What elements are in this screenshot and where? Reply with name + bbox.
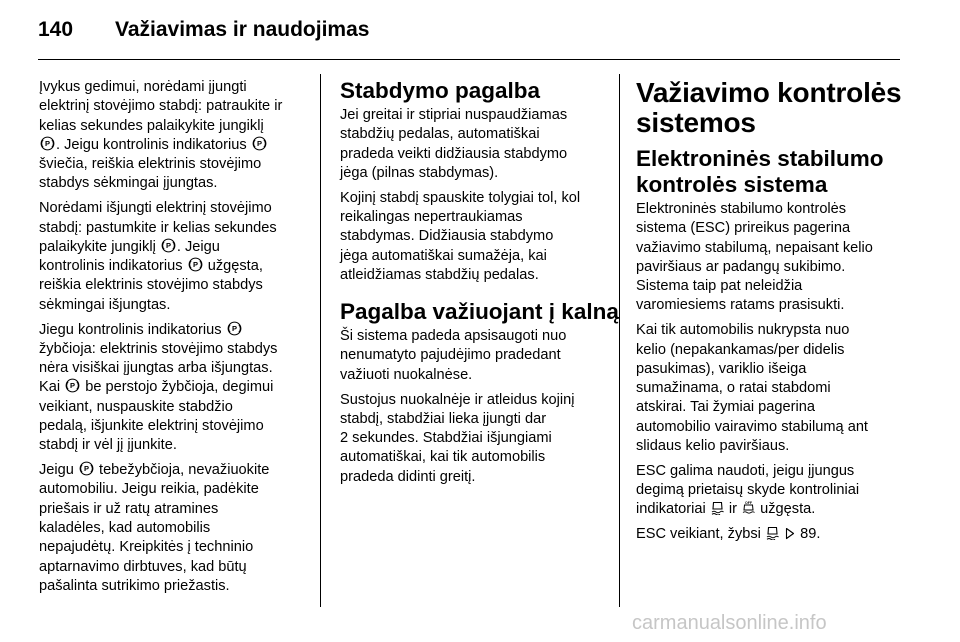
svg-text:P: P: [256, 139, 262, 149]
page-reference-icon: [785, 527, 795, 540]
paragraph: Jei greitai ir stipriai nuspaudžiamas stabdžių pedalas, automatiškai pradeda veikti didžiausia stabdymo jėga (pilnas stabdymas).: [340, 107, 568, 181]
svg-text:P: P: [83, 464, 89, 474]
section-heading-esc: Elektroninės stabilumo kontrolės sistema: [636, 146, 884, 197]
header-rule: [38, 59, 900, 60]
paragraph: Sustojus nuokalnėje ir atleidus kojinį stabdį, stabdžiai lieka įjungti dar 2 sekundes. Stabdžiai išjungiami automatiškai, kai tik automobilis pradeda didinti greitį.: [340, 391, 575, 485]
parking-brake-icon: [188, 257, 203, 272]
column-3: [636, 78, 904, 550]
parking-brake-icon: [40, 136, 55, 151]
column-divider-1: [320, 74, 321, 607]
column-divider-2: [619, 74, 620, 607]
paragraph: Ši sistema padeda apsisaugoti nuo nenumatyto pajudėjimo pradedant važiuoti nuokalnėse.: [340, 328, 567, 383]
section-heading-hill-start-assist: Pagalba važiuojant į kalną: [340, 299, 619, 325]
watermark: carmanualsonline.info: [632, 612, 827, 634]
chapter-title: Važiavimas ir naudojimas: [115, 18, 370, 41]
esc-off-icon: [742, 501, 755, 515]
section-heading-brake-assist: Stabdymo pagalba: [340, 78, 541, 103]
paragraph: Kojinį stabdį spauskite tolygiai tol, kol reikalingas nepertraukiamas stabdymas. Didžiausia stabdymo jėga automatiškai sumažėja, kai atleidžiamas stabdžių pedalas.: [340, 189, 581, 283]
svg-text:P: P: [165, 241, 171, 251]
svg-text:P: P: [231, 323, 237, 333]
paragraph: Elektroninės stabilumo kontrolės sistema (ESC) prireikus pagerina važiavimo stabilumą, nepaisant kelio paviršiaus ar padangų sukibimo. Sistema taip pat neleidžia varomiesiems ratams prasisukti.: [636, 201, 873, 314]
paragraph: ESC veikiant, žybsi 89.: [636, 526, 821, 543]
parking-brake-icon: [79, 461, 94, 476]
column-1: [39, 78, 309, 602]
parking-brake-icon: [227, 321, 242, 336]
paragraph: Jeigu P tebežybčioja, nevažiuokite automobiliu. Jeigu reikia, padėkite priešais ir už ratų atramines kaladėles, kad automobilis nepajudėtų. Kreipkitės į techninio aptarnavimo dirbtuves, kad būtų pašalinta sutrikimo priežastis.: [39, 462, 270, 594]
esc-icon: [711, 501, 724, 515]
page-number: 140: [38, 18, 74, 41]
svg-text:OFF: OFF: [745, 501, 753, 506]
chapter-heading-driving-control-systems: Važiavimo kontrolės sistemos: [636, 77, 902, 138]
parking-brake-icon: [252, 136, 267, 151]
parking-brake-icon: [161, 238, 176, 253]
paragraph: ESC galima naudoti, jeigu įjungus degimą prietaisų skyde kontroliniai indikatoriai ir OFF užgęsta.: [636, 462, 860, 518]
svg-text:P: P: [70, 381, 76, 391]
paragraph: Jiegu kontrolinis indikatorius P žybčioja: elektrinis stovėjimo stabdys nėra visiškai įjungtas arba išjungtas. Kai P be perstojo žybčioja, degimui veikiant, nuspauskite stabdžio pedalą, išjunkite elektrinį stovėjimo stabdį ir vėl jį įjunkite.: [39, 321, 278, 454]
paragraph: Norėdami išjungti elektrinį stovėjimo stabdį: pastumkite ir kelias sekundes palaikykite jungiklį P . Jeigu kontrolinis indikatorius P užgęsta, reiškia elektrinis stovėjimo stabdys sėkmingai išjungtas.: [39, 200, 277, 313]
esc-icon: [766, 526, 779, 540]
svg-text:P: P: [192, 260, 198, 270]
paragraph: Kai tik automobilis nukrypsta nuo kelio (nepakankamas/per didelis pasukimas), variklio išeiga sumažinama, o ratai stabdomi atskirai. Tai žymiai pagerina automobilio vairavimo stabilumą ant slidaus kelio paviršiaus.: [636, 322, 868, 455]
svg-text:P: P: [44, 139, 51, 149]
parking-brake-icon: [65, 378, 80, 393]
column-2: [340, 78, 619, 493]
paragraph: Įvykus gedimui, norėdami įjungti elektrinį stovėjimo stabdį: patraukite ir kelias sekundes palaikykite jungiklį P . Jeigu kontrolinis indikatorius P šviečia, reiškia elektrinis stovėjimo stabdys sėkmingai įjungtas.: [39, 79, 283, 192]
